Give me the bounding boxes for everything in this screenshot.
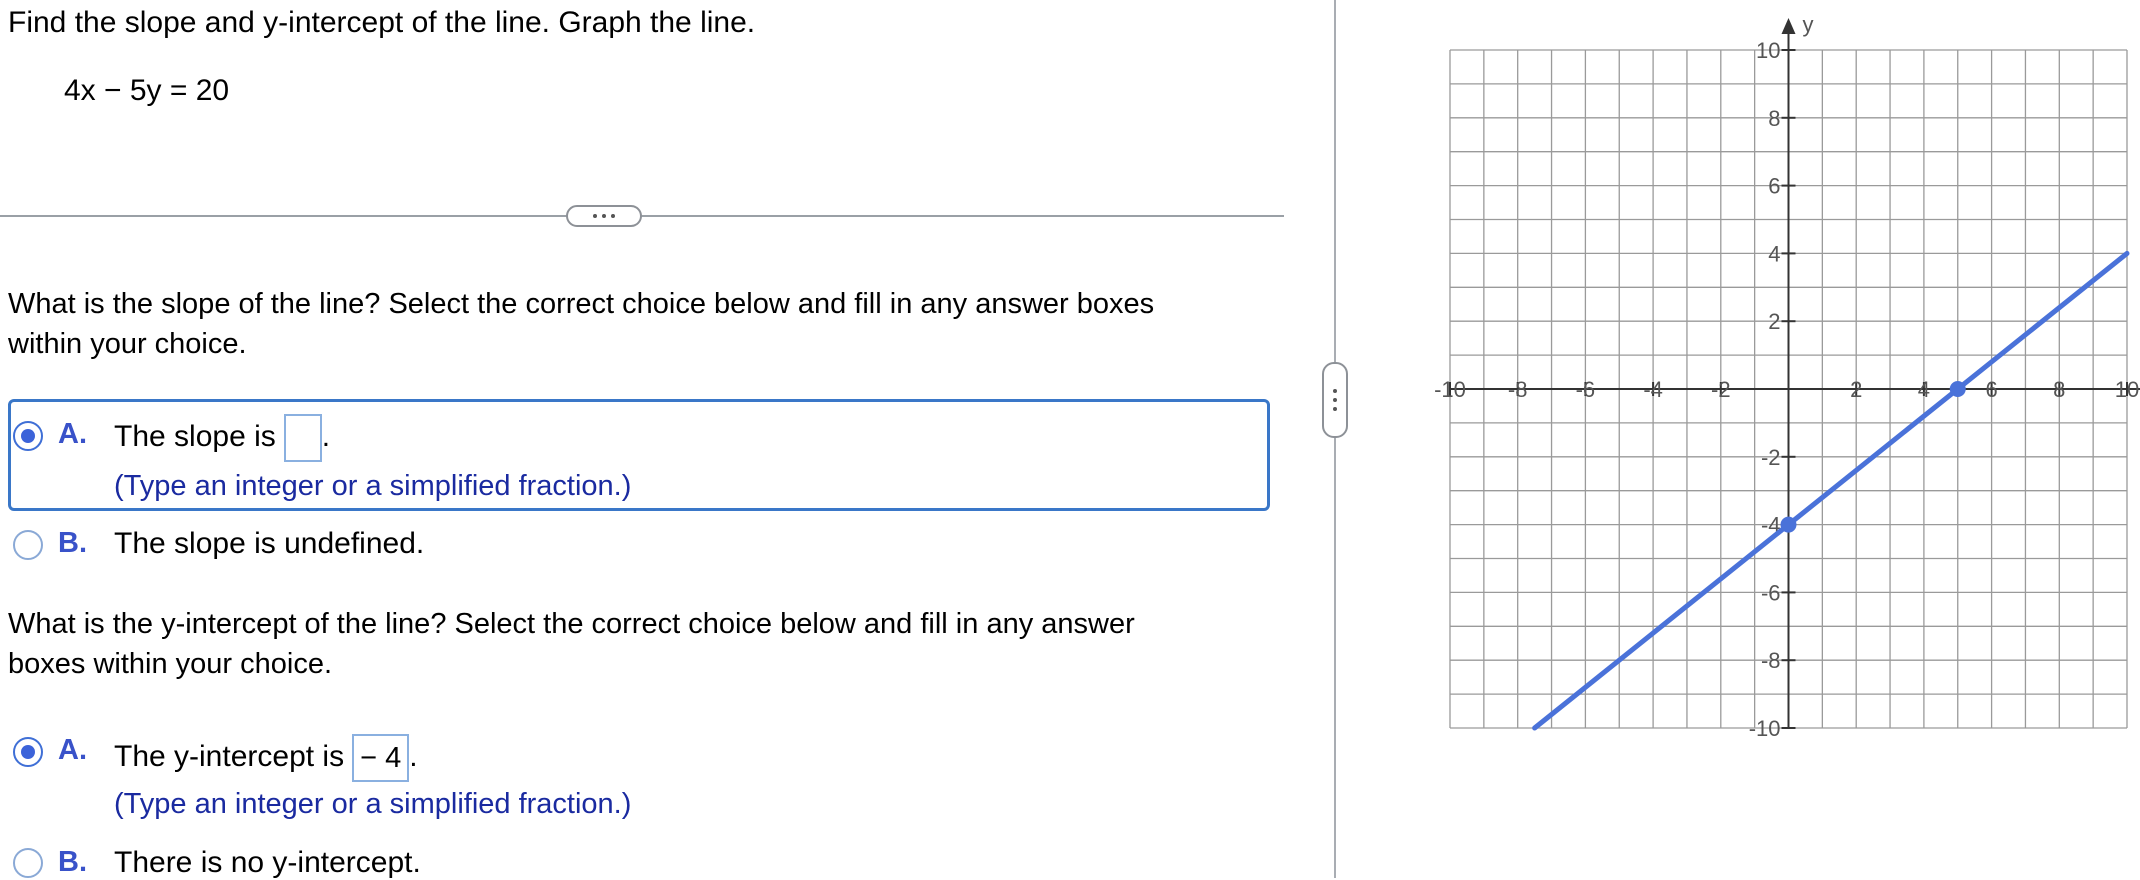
y-tick-label: -2 bbox=[1760, 444, 1781, 470]
dot-icon bbox=[1333, 407, 1337, 411]
vertical-divider bbox=[1334, 0, 1336, 878]
panel-resize-handle[interactable] bbox=[1322, 362, 1348, 438]
equation: 4x − 5y = 20 bbox=[64, 74, 230, 107]
y-intercept-question-prompt bbox=[8, 604, 1268, 684]
y-intercept-hint: (Type an integer or a simplified fraction.) bbox=[114, 788, 632, 820]
x-tick-label: 6 bbox=[1985, 377, 1998, 402]
choice-letter: A. bbox=[58, 734, 87, 766]
prompt-line: What is the slope of the line? Select the correct choice below and fill in any answer boxes bbox=[8, 288, 1155, 320]
choice-letter: B. bbox=[58, 846, 87, 878]
y-intercept-choice-a-radio[interactable] bbox=[13, 737, 43, 767]
x-tick-label: -10 bbox=[1434, 377, 1466, 402]
y-axis-arrow-icon bbox=[1782, 18, 1796, 34]
y-intercept-choice-a-label bbox=[114, 734, 418, 782]
y-tick-label: -6 bbox=[1760, 580, 1781, 606]
dot-icon bbox=[1333, 398, 1337, 402]
choice-suffix: . bbox=[321, 419, 331, 453]
problem-instruction: Find the slope and y-intercept of the line. Graph the line. bbox=[8, 6, 756, 39]
prompt-line: boxes within your choice. bbox=[8, 648, 332, 680]
y-intercept-choice-b-radio[interactable] bbox=[13, 848, 43, 878]
y-axis-label: y bbox=[1802, 12, 1814, 37]
dot-icon bbox=[593, 214, 597, 218]
collapse-handle-button[interactable] bbox=[566, 205, 642, 227]
slope-choice-b-label[interactable]: The slope is undefined. bbox=[114, 527, 425, 560]
y-tick-label: 6 bbox=[1768, 173, 1781, 199]
slope-choice-a-radio[interactable] bbox=[13, 421, 43, 451]
dot-icon bbox=[1333, 389, 1337, 393]
choice-suffix: . bbox=[409, 739, 418, 773]
horizontal-divider bbox=[0, 215, 1284, 217]
y-tick-label: 2 bbox=[1768, 309, 1781, 335]
slope-choice-b-radio[interactable] bbox=[13, 530, 43, 560]
y-tick-label: -10 bbox=[1748, 716, 1781, 741]
y-tick-label: 4 bbox=[1768, 241, 1781, 267]
choice-letter: A. bbox=[58, 418, 87, 450]
prompt-line: What is the y-intercept of the line? Select the correct choice below and fill in any answer bbox=[8, 608, 1135, 640]
slope-choice-a-label bbox=[114, 414, 330, 462]
x-tick-label: -8 bbox=[1507, 377, 1528, 402]
y-tick-label: -8 bbox=[1760, 648, 1781, 674]
y-tick-label: 10 bbox=[1756, 38, 1781, 63]
x-tick-label: 8 bbox=[2053, 377, 2066, 402]
x-tick-label: 4 bbox=[1917, 377, 1931, 402]
choice-letter: B. bbox=[58, 527, 87, 559]
slope-hint: (Type an integer or a simplified fraction.) bbox=[114, 470, 632, 502]
y-intercept-answer-input[interactable]: − 4 bbox=[352, 734, 409, 782]
x-tick-label: 2 bbox=[1850, 377, 1863, 402]
y-tick-label: 8 bbox=[1768, 105, 1781, 131]
prompt-line: within your choice. bbox=[8, 328, 247, 360]
choice-text: The slope is bbox=[114, 419, 276, 453]
plotted-point bbox=[1950, 381, 1966, 397]
slope-answer-input[interactable] bbox=[284, 414, 322, 462]
dot-icon bbox=[611, 214, 615, 218]
dot-icon bbox=[602, 214, 606, 218]
y-tick-label: -4 bbox=[1760, 512, 1781, 538]
x-tick-label: 10 bbox=[2114, 377, 2140, 402]
plotted-point bbox=[1781, 517, 1797, 533]
y-intercept-choice-b-label[interactable]: There is no y-intercept. bbox=[114, 846, 421, 879]
choice-text: The y-intercept is bbox=[114, 739, 345, 773]
coordinate-graph[interactable] bbox=[1420, 0, 2140, 878]
x-tick-label: -2 bbox=[1711, 377, 1731, 402]
x-tick-label: -4 bbox=[1643, 377, 1663, 402]
x-tick-label: -6 bbox=[1575, 377, 1596, 402]
slope-question-prompt bbox=[8, 284, 1268, 364]
